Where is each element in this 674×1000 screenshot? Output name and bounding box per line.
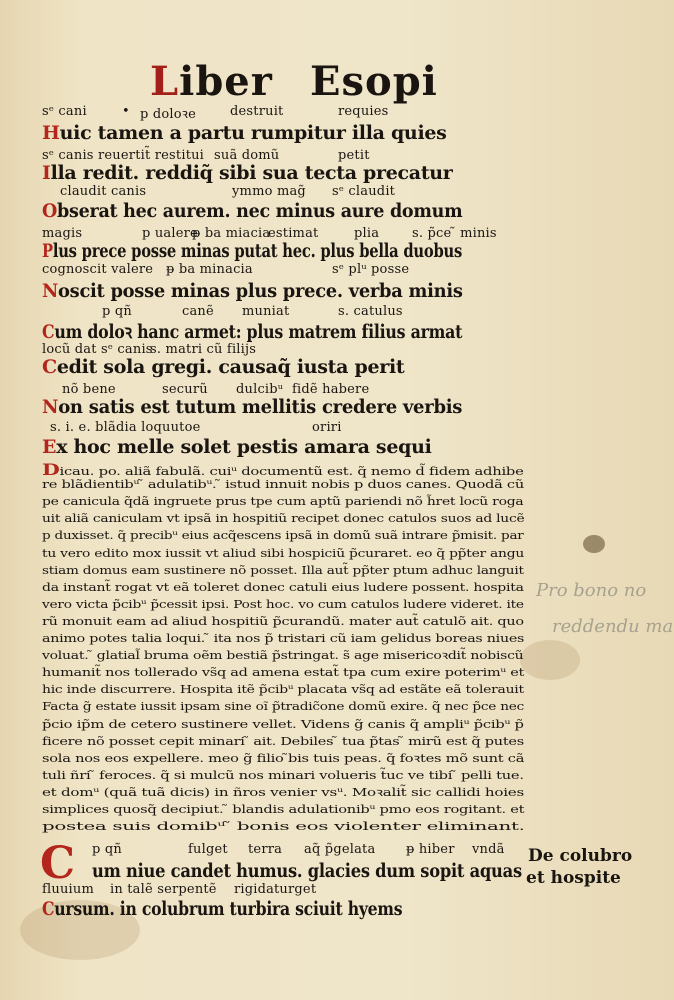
gloss-word: aq̃ p̃gelata bbox=[304, 842, 376, 857]
gloss-word: petit bbox=[338, 148, 370, 163]
verse-line bbox=[42, 318, 462, 344]
commentary-line: voluat. ̃ glatial̃ bruma oẽm bestiã p̃stringat. s̃ age misericoꝛdit̃ nobiscũ bbox=[42, 648, 524, 663]
gloss-word: sᵉ canis reuertit̃ restitui bbox=[42, 148, 205, 163]
verse-line bbox=[42, 122, 447, 144]
header-word-esopi: Esopi bbox=[310, 58, 438, 105]
verse-line bbox=[42, 396, 462, 418]
running-header bbox=[150, 58, 450, 108]
gloss-word: oriri bbox=[312, 420, 342, 435]
gloss-word: rigida bbox=[234, 882, 275, 897]
commentary-line: uit aliã caniculam vt ipsã in hospitiũ recipet donec catulos suos ad lucẽ bbox=[42, 511, 525, 526]
gloss-word: fulget bbox=[188, 842, 228, 857]
rubricated-initial: N bbox=[42, 280, 59, 302]
commentary-line: vero victa p̃cibᵘ p̃cessit ipsi. Post hoc. vo cum catulos ludere videret. ite bbox=[42, 596, 524, 611]
header-word-liber bbox=[150, 58, 273, 105]
rubricated-initial: O bbox=[42, 200, 58, 222]
verse-line bbox=[42, 356, 404, 378]
verse-text: oscit posse minas plus prece. verba minis bbox=[58, 280, 463, 302]
verse-line: um niue candet humus. glacies dum sopit aquas bbox=[92, 860, 522, 882]
verse-text: um doloꝛ hanc armet: plus matrem filius armat bbox=[54, 321, 463, 343]
margin-fable-title-2: et hospite bbox=[526, 868, 621, 888]
commentary-line: hic inde discurrere. Hospita itẽ p̃cibᵘ placata vs̃q ad estãte eã tolerauit bbox=[42, 682, 524, 697]
rubricated-initial: C bbox=[42, 321, 55, 343]
gloss-word: ymmo mag̃ bbox=[232, 184, 306, 199]
gloss-word: nõ bene bbox=[62, 382, 116, 397]
gloss-word: p qñ bbox=[92, 842, 122, 857]
verse-text: ursum. in colubrum turbira sciuit hyems bbox=[54, 898, 403, 920]
gloss-word: p̶ ba minacia bbox=[166, 262, 253, 277]
gloss-word: p̶ ba miacia bbox=[192, 226, 271, 241]
gloss-word: locũ dat sᵉ canis bbox=[42, 342, 153, 357]
margin-manuscript-note-1: Pro bono no bbox=[536, 580, 647, 601]
gloss-word: magis bbox=[42, 226, 83, 241]
verse-text: x hoc melle solet pestis amara sequi bbox=[56, 436, 432, 458]
gloss-word: dulcibᵘ bbox=[236, 382, 284, 397]
rubricated-initial: N bbox=[42, 396, 59, 418]
verse-text: lus prece posse minas putat hec. plus bella duobus bbox=[52, 240, 463, 262]
verse-line bbox=[42, 200, 462, 222]
commentary-line: pe canicula q̃dã ingruete prus tpe cum aptũ pariendi nõ h̃ret locũ roga bbox=[42, 494, 524, 509]
gloss-word: fluuium bbox=[42, 882, 94, 897]
gloss-word: p ualere bbox=[142, 226, 198, 241]
gloss-word: plia bbox=[354, 226, 380, 241]
commentary-line: animo potes talia loqui. ̃ ita nos p̃ tristari cũ iam gelidus boreas niues bbox=[42, 631, 525, 645]
rubricated-initial: P bbox=[42, 240, 53, 262]
commentary-line: rũ monuit eam ad aliud hospitiũ p̃curandũ. mater aut̃ catulõ ait. quo bbox=[42, 613, 524, 628]
gloss-word: s. i. e. blãdia loquutoe bbox=[50, 420, 201, 435]
verse-line bbox=[42, 162, 453, 184]
gloss-word: destruit bbox=[230, 104, 284, 119]
gloss-word: s. p̃ce ̃ minis bbox=[412, 226, 497, 241]
gloss-word: p doloꝛe bbox=[140, 107, 197, 122]
commentary-line: postea suis domibᵘ ̃ bonis eos violenter eliminant. bbox=[42, 819, 525, 834]
gloss-word: turget bbox=[274, 882, 317, 897]
gloss-word: sᵉ claudit bbox=[332, 184, 396, 199]
rubricated-initial: D bbox=[42, 460, 60, 479]
gloss-word: canẽ bbox=[182, 304, 214, 319]
rubricated-initial: E bbox=[42, 436, 57, 458]
commentary-line: p duxisset. q̃ precibᵘ eius acq̃escens ipsã in domũ suã intrare p̃misit. par bbox=[42, 528, 524, 543]
gloss-word: suã domũ bbox=[214, 148, 280, 163]
gloss-word: cognoscit valere bbox=[42, 262, 154, 277]
gloss-word: terra bbox=[248, 842, 283, 857]
commentary-line: re blãdientibᵘ ̃ adulatibᵘ. ̃ istud innuit nobis p duos canes. Quodã cũ bbox=[42, 477, 524, 492]
margin-fable-title-1: De colubro bbox=[528, 846, 633, 866]
rubricated-initial: I bbox=[42, 162, 51, 184]
commentary-line: ficere nõ posset cepit minari ̃ ait. Debiles ̃ tua p̃tas ̃ mirũ est q̃ putes bbox=[42, 733, 524, 748]
verse-text: lla redit. reddiq̃ sibi sua tecta precatur bbox=[50, 162, 453, 184]
gloss-word: claudit canis bbox=[60, 184, 147, 199]
gloss-word: p qñ bbox=[102, 304, 132, 319]
rubricated-initial: H bbox=[42, 122, 60, 144]
rubricated-initial: C bbox=[42, 356, 57, 378]
verse-text: uic tamen a partu rumpitur illa quies bbox=[59, 122, 447, 144]
gloss-word: requies bbox=[338, 104, 389, 119]
gloss-word: sᵉ plᵘ posse bbox=[332, 262, 410, 277]
verse-text: edit sola gregi. causaq̃ iusta perit bbox=[56, 356, 405, 378]
verse-line bbox=[42, 898, 402, 920]
gloss-word: • bbox=[122, 104, 130, 119]
commentary-line: p̃cio ip̃m de cetero sustinere vellet. Videns g̃ canis q̃ ampliᵘ p̃cibᵘ p̃ bbox=[42, 716, 524, 731]
header-initial: L bbox=[150, 58, 180, 105]
verse-text: bserat hec aurem. nec minus aure domum bbox=[57, 200, 463, 222]
gloss-word: p̶ hiber bbox=[406, 842, 455, 857]
foxing-stain bbox=[520, 640, 580, 680]
gloss-word: vndã bbox=[472, 842, 505, 857]
large-rubricated-initial: C bbox=[40, 838, 76, 889]
gloss-word: s. catulus bbox=[338, 304, 403, 319]
gloss-word: muniat bbox=[242, 304, 290, 319]
verse-line bbox=[42, 436, 432, 458]
foxing-stain bbox=[583, 535, 605, 553]
commentary-line: simplices quosq̃ decipiut. ̃ blandis adulationibᵘ pmo eos rogitant. et bbox=[42, 802, 525, 816]
gloss-word: sᵉ cani bbox=[42, 104, 87, 119]
gloss-word: securũ bbox=[162, 382, 208, 397]
verse-text: on satis est tutum mellitis credere verbis bbox=[58, 396, 463, 418]
gloss-word: in talẽ serpentẽ bbox=[110, 882, 217, 897]
verse-line bbox=[42, 280, 463, 302]
commentary-line: et domᵘ (quã tuã dicis) in ñros venier vsᵘ. Moꝛalit̃ sic callidi hoies bbox=[42, 784, 524, 799]
commentary-line: tuli ñri ̃ feroces. q̃ si mulcũ nos minari volueris t̃uc ve tibi ̃ pelli tue. bbox=[42, 767, 524, 782]
commentary-line: stiam domus eam sustinere nõ posset. Illa aut̃ pp̃ter ptum adhuc languit bbox=[42, 562, 524, 577]
gloss-word: fidẽ habere bbox=[292, 382, 370, 397]
gloss-word: s. matri cũ filijs bbox=[150, 342, 257, 357]
rubricated-initial: C bbox=[42, 898, 55, 920]
gloss-word: estimat bbox=[268, 226, 319, 241]
commentary-text: icau. po. aliã fabulã. cuiᵘ documentũ est. q̃ nemo d̃ fidem adhibe bbox=[59, 464, 524, 478]
commentary-line: sola nos eos expellere. meo g̃ filio ̃bis tuis peas. q̃ foꝛtes mõ sunt cã bbox=[42, 750, 525, 765]
margin-manuscript-note-2: reddendu ma bbox=[552, 616, 674, 637]
commentary-line: Facta g̃ estate iussit ipsam sine oĩ p̃tradic̃one domũ exire. q̃ nec p̃ce nec bbox=[42, 699, 525, 714]
verse-line bbox=[42, 240, 462, 262]
commentary-line: tu vero edito mox iussit vt aliud sibi hospiciũ p̃curaret. eo q̃ pp̃ter angu bbox=[42, 545, 525, 560]
commentary-line: humanit̃ nos tollerado vs̃q ad amena estat̃ tpa cum exire poterimᵘ et bbox=[42, 665, 525, 680]
commentary-line: da instant̃ rogat vt eã toleret donec catuli eius ludere possent. hospita bbox=[42, 579, 524, 594]
header-word-rest: iber bbox=[179, 58, 273, 105]
